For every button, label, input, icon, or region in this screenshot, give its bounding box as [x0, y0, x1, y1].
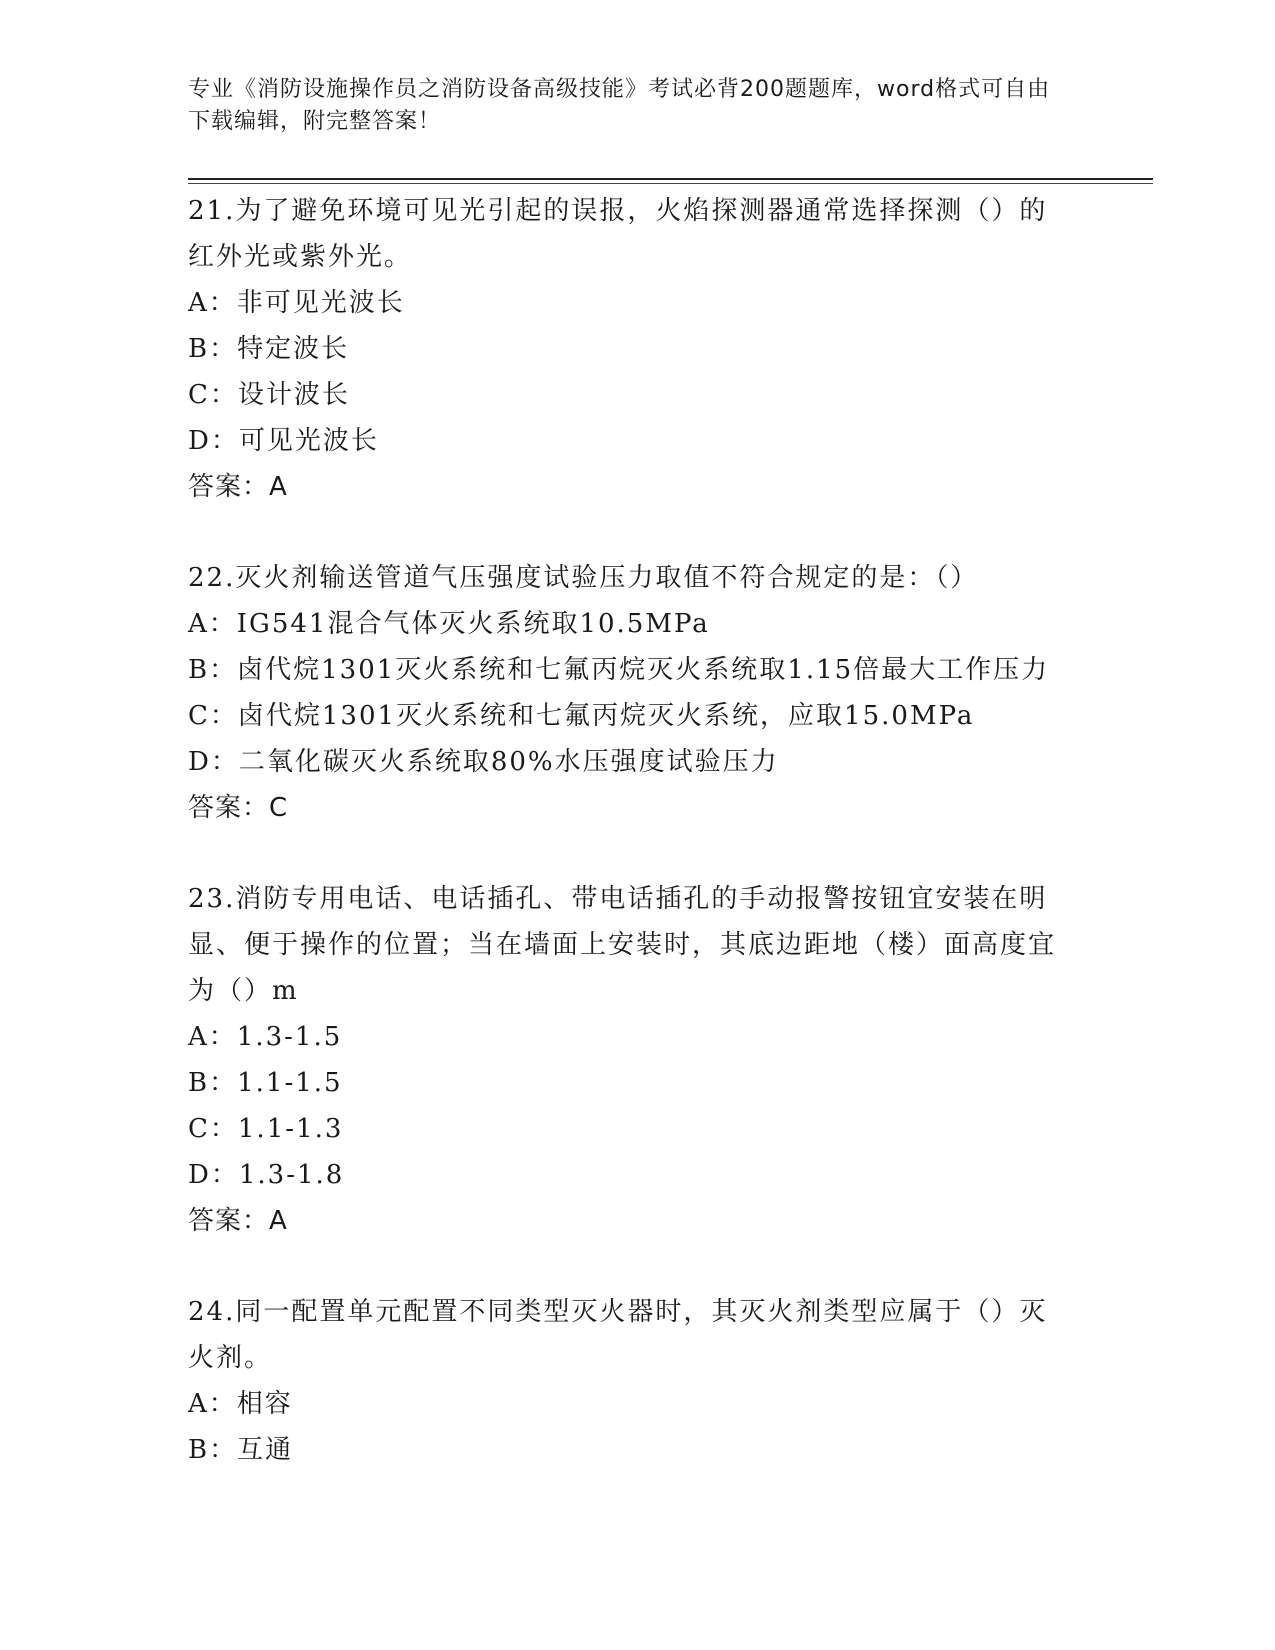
option-a: A：1.3-1.5 — [188, 1022, 343, 1052]
option-a: A：非可见光波长 — [188, 288, 405, 318]
question-24 — [188, 1289, 1068, 1473]
question-list — [188, 188, 1068, 1518]
header-divider-thick — [188, 178, 1153, 180]
question-stem: 22.灭火剂输送管道气压强度试验压力取值不符合规定的是：（） — [188, 563, 979, 593]
answer-line: 答案：A — [188, 472, 288, 502]
option-c: C：设计波长 — [188, 380, 350, 410]
question-stem: 21.为了避免环境可见光引起的误报，火焰探测器通常选择探测（）的红外光或紫外光。 — [188, 196, 1048, 272]
option-c: C：卤代烷1301灭火系统和七氟丙烷灭火系统，应取15.0MPa — [188, 701, 975, 731]
option-a: A：相容 — [188, 1389, 293, 1419]
option-c: C：1.1-1.3 — [188, 1114, 344, 1144]
option-d: D：1.3-1.8 — [188, 1160, 345, 1190]
document-header: 专业《消防设施操作员之消防设备高级技能》考试必背200题题库，word格式可自由下载编辑，附完整答案！ — [188, 77, 1051, 134]
answer-line: 答案：C — [188, 793, 289, 823]
header-divider-thin — [188, 183, 1153, 184]
option-b: B：1.1-1.5 — [188, 1068, 343, 1098]
option-a: A：IG541混合气体灭火系统取10.5MPa — [188, 609, 710, 639]
answer-line: 答案：A — [188, 1206, 288, 1236]
option-b: B：特定波长 — [188, 334, 350, 364]
question-stem: 23.消防专用电话、电话插孔、带电话插孔的手动报警按钮宜安装在明显、便于操作的位置；当在墙面上安装时，其底边距地（楼）面高度宜为（）m — [188, 884, 1057, 1006]
option-d: D：二氧化碳灭火系统取80%水压强度试验压力 — [188, 747, 779, 777]
question-23 — [188, 876, 1068, 1244]
option-b: B：卤代烷1301灭火系统和七氟丙烷灭火系统取1.15倍最大工作压力 — [188, 655, 1050, 685]
question-22 — [188, 555, 1068, 831]
option-d: D：可见光波长 — [188, 426, 379, 456]
question-21 — [188, 188, 1068, 510]
question-stem: 24.同一配置单元配置不同类型灭火器时，其灭火剂类型应属于（）灭火剂。 — [188, 1297, 1048, 1373]
option-b: B：互通 — [188, 1435, 294, 1465]
